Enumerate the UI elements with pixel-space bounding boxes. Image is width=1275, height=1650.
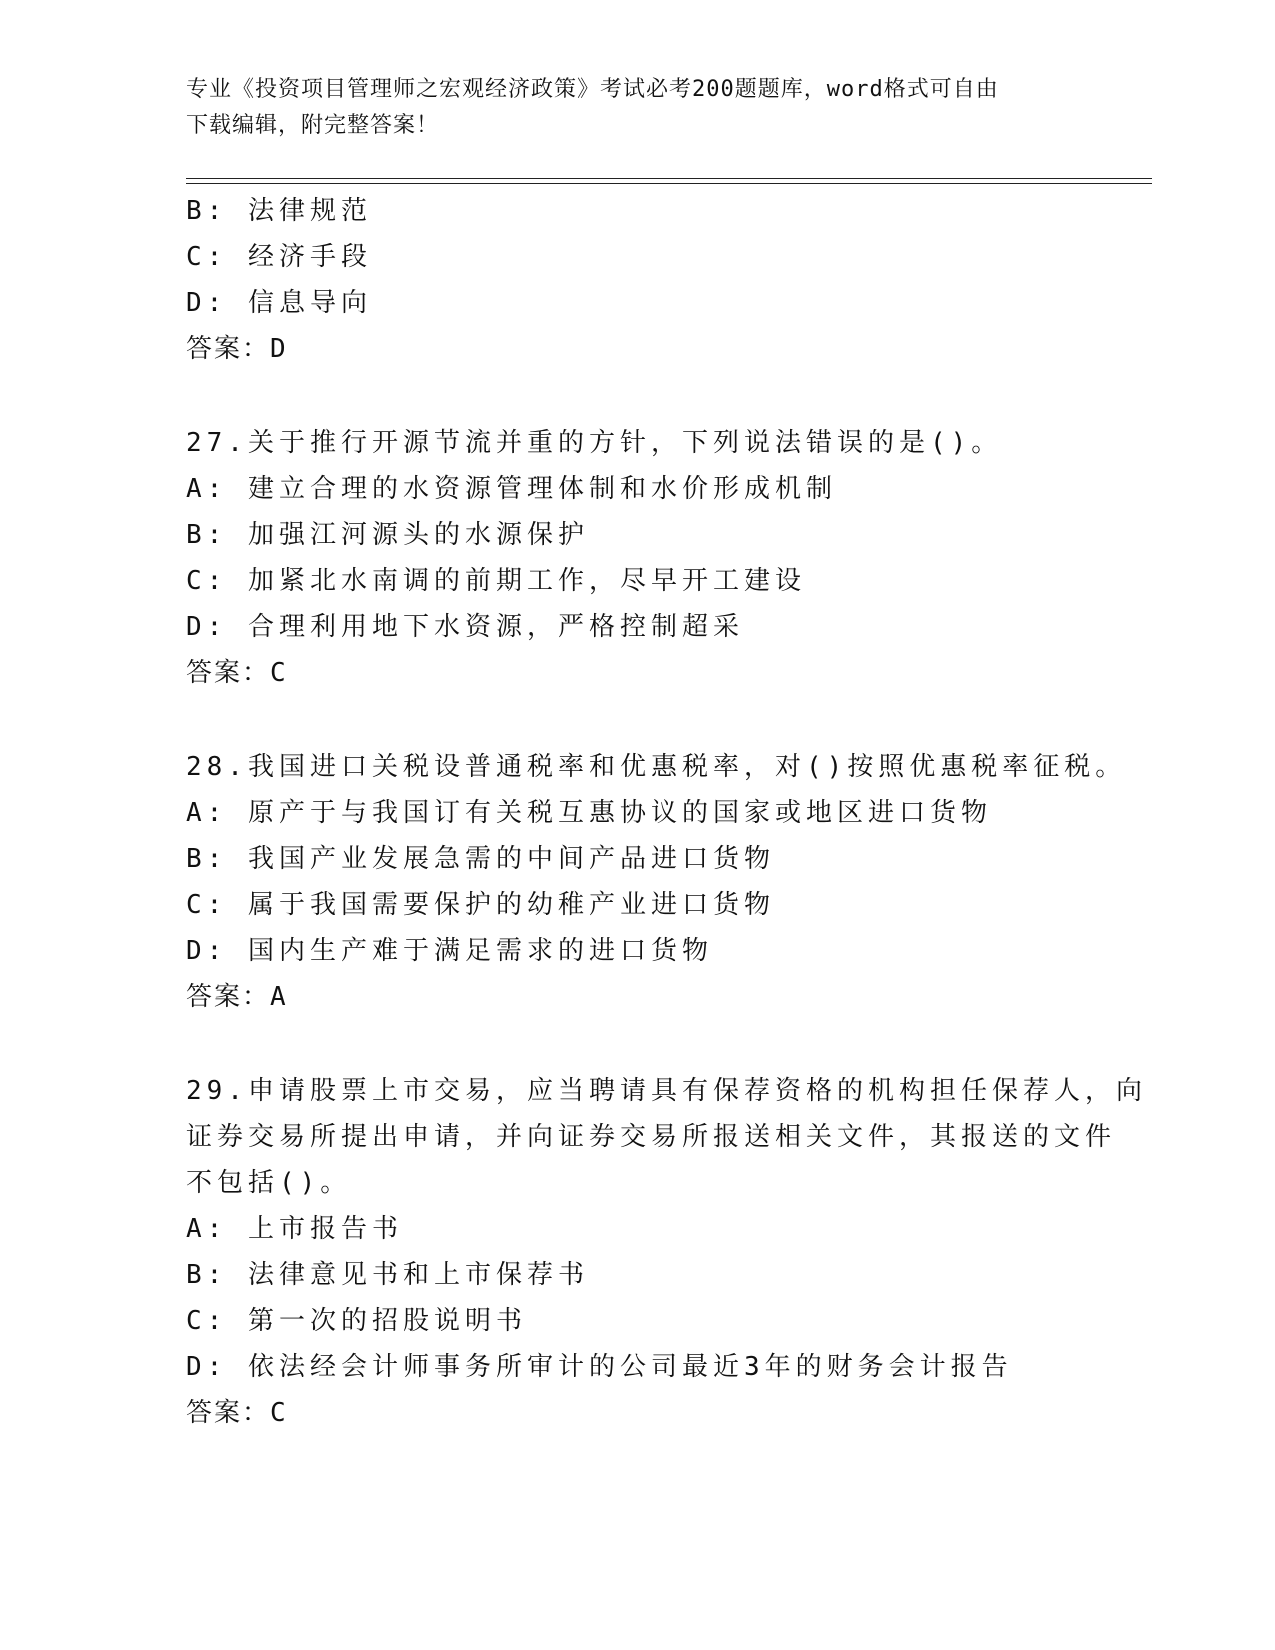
option-d: D: 国内生产难于满足需求的进口货物 bbox=[186, 936, 713, 966]
question-stem-line-1: 29.申请股票上市交易，应当聘请具有保荐资格的机构担任保荐人，向 bbox=[186, 1076, 1147, 1106]
document-header bbox=[186, 72, 1066, 144]
question-stem: 28.我国进口关税设普通税率和优惠税率，对()按照优惠税率征税。 bbox=[186, 752, 1127, 782]
option-a: A: 原产于与我国订有关税互惠协议的国家或地区进口货物 bbox=[186, 798, 992, 828]
option-d: D: 信息导向 bbox=[186, 288, 372, 318]
header-divider-bottom bbox=[186, 183, 1152, 184]
question-stem: 27.关于推行开源节流并重的方针，下列说法错误的是()。 bbox=[186, 428, 1003, 458]
option-c: C: 经济手段 bbox=[186, 242, 372, 272]
option-b: B: 法律意见书和上市保荐书 bbox=[186, 1260, 589, 1290]
header-line-1: 专业《投资项目管理师之宏观经济政策》考试必考200题题库，word格式可自由 bbox=[186, 77, 999, 102]
question-27-block bbox=[186, 420, 1086, 696]
question-stem-line-2: 证券交易所提出申请，并向证券交易所报送相关文件，其报送的文件 bbox=[186, 1122, 1117, 1152]
option-c: C: 第一次的招股说明书 bbox=[186, 1306, 527, 1336]
answer-line: 答案：C bbox=[186, 1398, 288, 1428]
question-28-block bbox=[186, 744, 1127, 1020]
option-b: B: 法律规范 bbox=[186, 196, 372, 226]
option-c: C: 加紧北水南调的前期工作，尽早开工建设 bbox=[186, 566, 806, 596]
option-a: A: 建立合理的水资源管理体制和水价形成机制 bbox=[186, 474, 837, 504]
option-a: A: 上市报告书 bbox=[186, 1214, 403, 1244]
answer-line: 答案：C bbox=[186, 658, 288, 688]
option-c: C: 属于我国需要保护的幼稚产业进口货物 bbox=[186, 890, 775, 920]
question-content bbox=[186, 188, 1147, 1436]
option-b: B: 我国产业发展急需的中间产品进口货物 bbox=[186, 844, 775, 874]
question-29-block bbox=[186, 1068, 1147, 1436]
question-stem-line-3: 不包括()。 bbox=[186, 1168, 352, 1198]
option-b: B: 加强江河源头的水源保护 bbox=[186, 520, 589, 550]
answer-line: 答案：A bbox=[186, 982, 288, 1012]
header-line-2: 下载编辑，附完整答案！ bbox=[186, 113, 440, 138]
header-divider-top bbox=[186, 178, 1152, 179]
previous-question-block bbox=[186, 188, 1086, 372]
option-d: D: 合理利用地下水资源，严格控制超采 bbox=[186, 612, 744, 642]
answer-line: 答案：D bbox=[186, 334, 288, 364]
option-d: D: 依法经会计师事务所审计的公司最近3年的财务会计报告 bbox=[186, 1352, 1013, 1382]
